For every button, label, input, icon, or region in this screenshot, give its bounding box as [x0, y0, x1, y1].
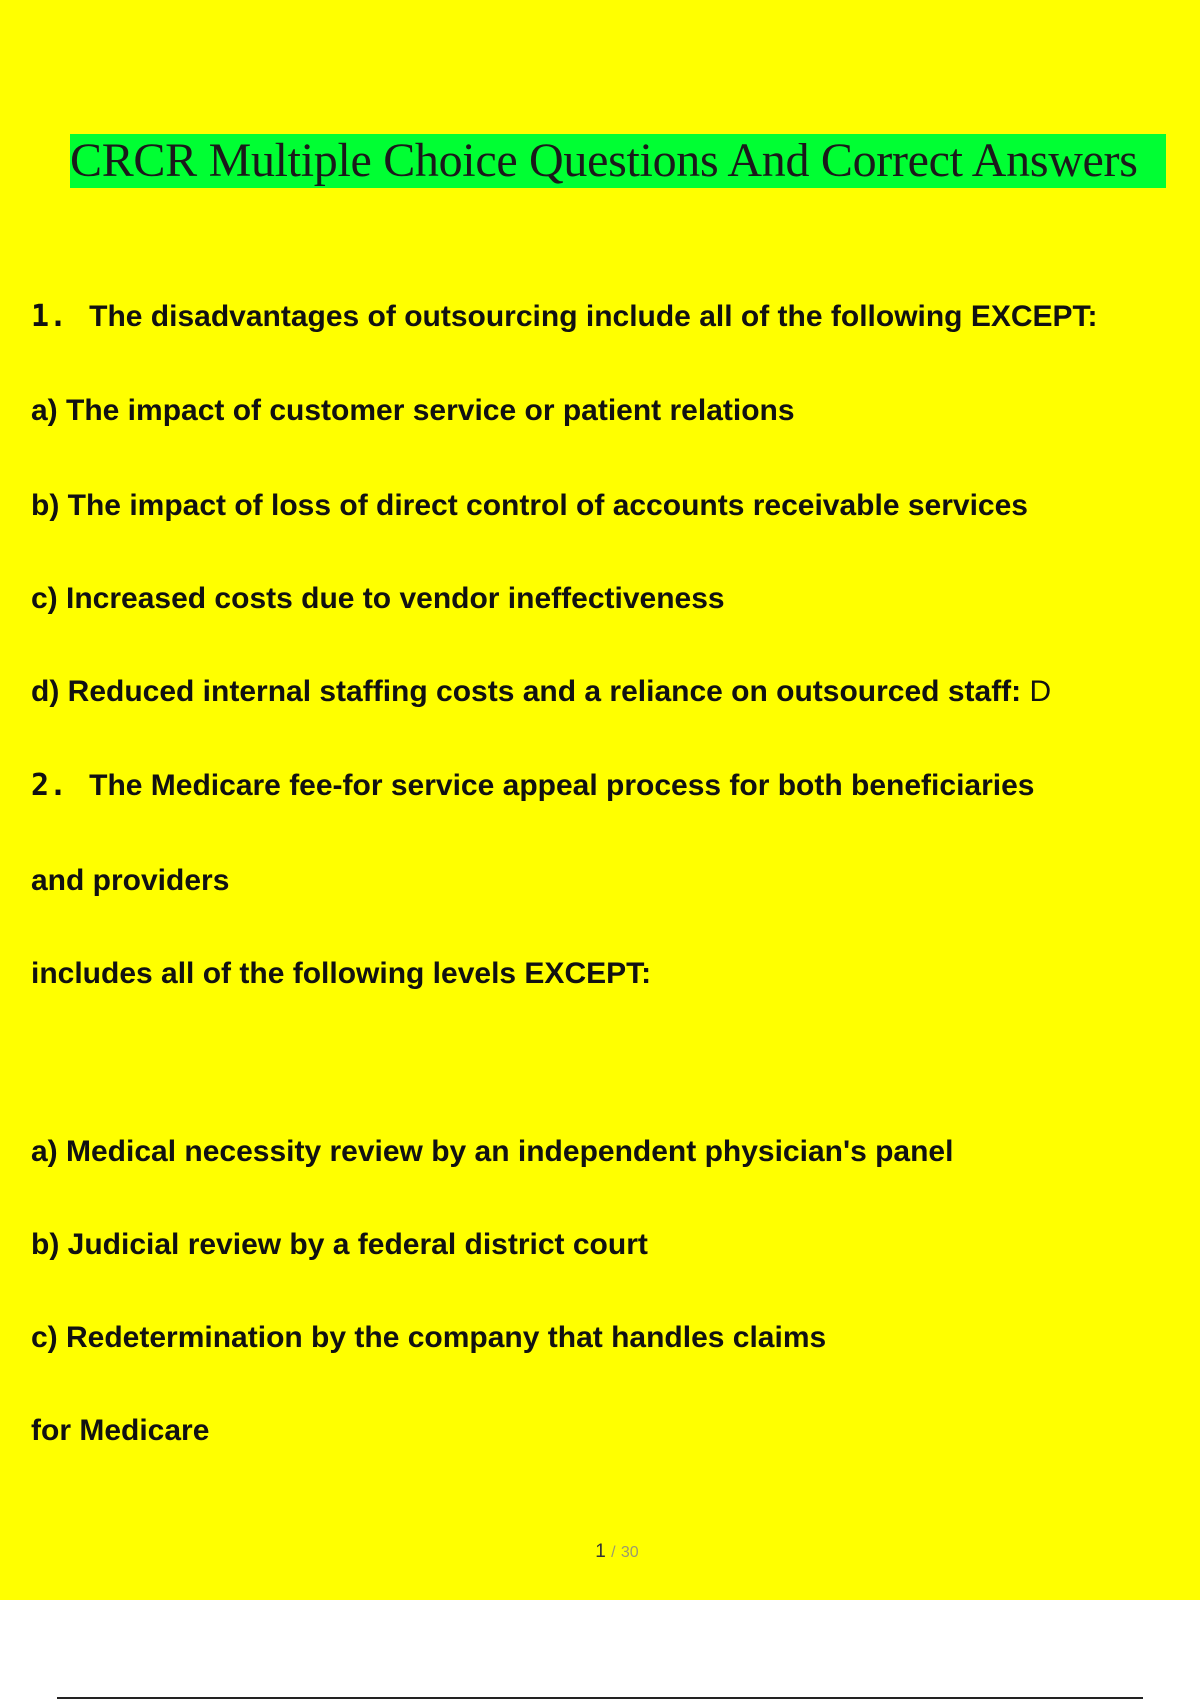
option-1d — [31, 674, 1051, 710]
page-indicator — [0, 1541, 1200, 1563]
question-2-continued: includes all of the following levels EXCEPT: — [31, 957, 652, 990]
option-2c: c) Redetermination by the company that handles claims — [31, 1321, 827, 1354]
footer-divider — [57, 1697, 1143, 1699]
document-title: CRCR Multiple Choice Questions And Correct Answers — [70, 134, 1166, 188]
page-separator: / — [611, 1544, 616, 1561]
correct-answer: D — [1029, 675, 1052, 708]
question-number: 1. — [31, 299, 68, 334]
option-1b: b) The impact of loss of direct control of accounts receivable services — [31, 489, 1028, 522]
question-number: 2. — [31, 768, 68, 803]
question-2 — [31, 768, 1034, 804]
total-pages: 30 — [620, 1544, 639, 1561]
option-1a: a) The impact of customer service or patient relations — [31, 394, 795, 427]
question-2-continued: and providers — [31, 864, 230, 897]
question-text: The disadvantages of outsourcing include all of the following EXCEPT: — [89, 300, 1098, 333]
question-1 — [31, 299, 1098, 335]
option-2b: b) Judicial review by a federal district court — [31, 1228, 648, 1261]
current-page: 1 — [595, 1541, 606, 1562]
option-2a: a) Medical necessity review by an independent physician's panel — [31, 1135, 954, 1168]
option-2c-continued: for Medicare — [31, 1414, 210, 1447]
option-1c: c) Increased costs due to vendor ineffectiveness — [31, 582, 725, 615]
option-text: d) Reduced internal staffing costs and a reliance on outsourced staff: — [31, 675, 1022, 708]
question-text: The Medicare fee-for service appeal process for both beneficiaries — [89, 769, 1035, 802]
